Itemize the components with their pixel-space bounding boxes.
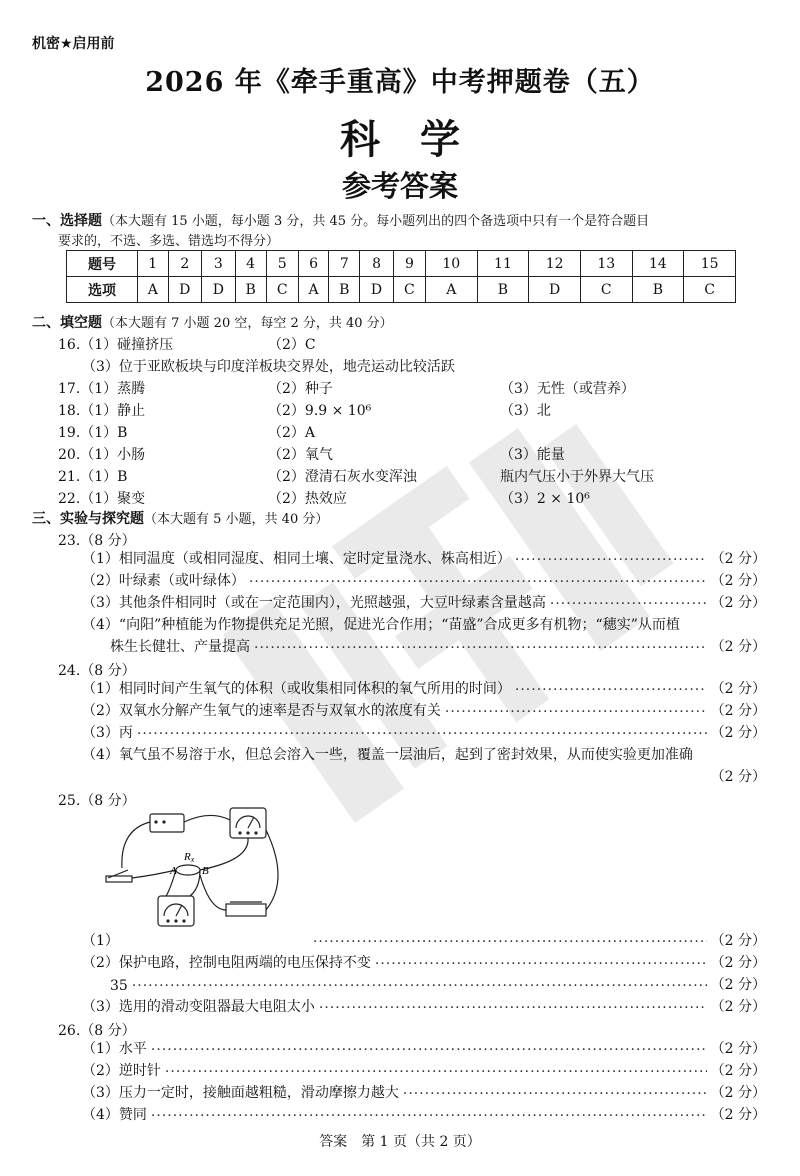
q20-answer-2: （2）氧气 — [268, 447, 333, 463]
q19-answer-1: 19.（1）B — [58, 425, 128, 441]
q18-answer-3: （3）北 — [500, 403, 551, 419]
table-cell: B — [477, 277, 529, 303]
section1-heading-line — [32, 210, 649, 230]
table-cell: 10 — [425, 251, 477, 277]
q25-answer-2b: 35 ····· （2 分） — [110, 974, 766, 994]
table-cell: C — [393, 277, 425, 303]
q25-answer-1: （1） ····· （2 分） — [82, 930, 766, 950]
table-cell: 7 — [329, 251, 360, 277]
table-cell: 2 — [168, 251, 202, 277]
q26-answer-3: （3）压力一定时，接触面越粗糙，滑动摩擦力越大 ····· （2 分） — [82, 1082, 766, 1102]
q17-answer-1: 17.（1）蒸腾 — [58, 381, 146, 397]
table-header-number: 题号 — [67, 251, 138, 277]
subject-title: 科学 — [340, 117, 500, 163]
q16-answer-1: 16.（1）碰撞挤压 — [58, 337, 174, 353]
answer-table — [66, 250, 736, 303]
table-cell: 14 — [632, 251, 684, 277]
table-cell: 12 — [529, 251, 581, 277]
q24-answer-2: （2）双氧水分解产生氧气的速率是否与双氧水的浓度有关 ····· （2 分） — [82, 700, 766, 720]
q24-answer-1: （1）相同时间产生氧气的体积（或收集相同体积的氧气所用的时间） ····· （2 分） — [82, 678, 766, 698]
table-cell: B — [329, 277, 360, 303]
resistor-icon — [176, 865, 200, 875]
q21-answer-1: 21.（1）B — [58, 469, 128, 485]
table-cell: C — [580, 277, 632, 303]
table-cell: B — [632, 277, 684, 303]
table-row-answers — [67, 277, 736, 303]
q21-answer-3: 瓶内气压小于外界大气压 — [500, 469, 654, 485]
q23-answer-4: （4）“向阳”种植能为作物提供充足光照，促进光合作用；“苗盛”合成更多有机物；“穗实”从而植 — [82, 617, 680, 633]
table-cell: D — [202, 277, 236, 303]
table-cell: D — [168, 277, 202, 303]
page-title: 2026 年《牵手重高》中考押题卷（五） — [145, 67, 655, 98]
section1-note: （本大题有 15 小题，每小题 3 分，共 45 分。每小题列出的四个备选项中只有一个是符合题目 — [102, 214, 650, 229]
q21-answer-2: （2）澄清石灰水变浑浊 — [268, 469, 417, 485]
table-cell: A — [298, 277, 329, 303]
q26-answer-4: （4）赞同 ····· （2 分） — [82, 1104, 766, 1124]
q24-label: 24.（8 分） — [58, 663, 136, 679]
q23-answer-4-cont: 株生长健壮、产量提高 ····· （2 分） — [110, 636, 766, 656]
q16-answer-2: （2）C — [268, 337, 316, 353]
table-header-answer: 选项 — [67, 277, 138, 303]
q26-answer-2: （2）逆时针 ····· （2 分） — [82, 1060, 766, 1080]
q20-answer-3: （3）能量 — [500, 447, 565, 463]
table-cell: 3 — [202, 251, 236, 277]
circuit-diagram — [100, 800, 320, 930]
terminal-b-label: B — [202, 865, 209, 877]
q16-answer-3: （3）位于亚欧板块与印度洋板块交界处，地壳运动比较活跃 — [82, 359, 455, 375]
table-cell: 13 — [580, 251, 632, 277]
table-row-numbers — [67, 251, 736, 277]
q24-answer-4: （4）氧气虽不易溶于水，但总会溶入一些，覆盖一层油后，起到了密封效果，从而使实验更加准确 — [82, 747, 693, 763]
table-cell: D — [529, 277, 581, 303]
q25-answer-2: （2）保护电路，控制电阻两端的电压保持不变 ····· （2 分） — [82, 952, 766, 972]
q17-answer-2: （2）种子 — [268, 381, 333, 397]
page-footer: 答案 第 1 页（共 2 页） — [319, 1134, 481, 1150]
section1-note-2: 要求的，不选、多选、错选均不得分） — [58, 234, 280, 249]
q23-answer-1: （1）相同温度（或相同湿度、相同土壤、定时定量浇水、株高相近） ····· （2 分） — [82, 548, 766, 568]
section1-heading: 一、选择题 — [32, 213, 102, 229]
section2-note: （本大题有 7 小题 20 空，每空 2 分，共 40 分） — [102, 316, 393, 331]
table-cell: 15 — [684, 251, 736, 277]
table-cell: 6 — [298, 251, 329, 277]
q18-answer-1: 18.（1）静止 — [58, 403, 146, 419]
section3-heading-line — [32, 508, 328, 528]
q26-label: 26.（8 分） — [58, 1023, 136, 1039]
q19-answer-2: （2）A — [268, 425, 316, 441]
q23-answer-2: （2）叶绿素（或叶绿体） ····· （2 分） — [82, 570, 766, 590]
q25-label: 25.（8 分） — [58, 793, 136, 809]
q26-answer-1: （1）水平 ····· （2 分） — [82, 1038, 766, 1058]
table-cell: 9 — [393, 251, 425, 277]
q20-answer-1: 20.（1）小肠 — [58, 447, 146, 463]
section2-heading-line — [32, 312, 393, 332]
table-cell: 4 — [235, 251, 266, 277]
q22-answer-3: （3）2 × 10⁶ — [500, 491, 590, 507]
table-cell: D — [360, 277, 394, 303]
switch-icon — [108, 870, 128, 878]
section3-note: （本大题有 5 小题，共 40 分） — [144, 512, 329, 527]
table-cell: A — [425, 277, 477, 303]
q22-answer-2: （2）热效应 — [268, 491, 347, 507]
table-cell: C — [266, 277, 298, 303]
q17-answer-3: （3）无性（或营养） — [500, 381, 635, 397]
section2-heading: 二、填空题 — [32, 315, 102, 331]
table-cell: 11 — [477, 251, 529, 277]
resistor-label: Rx — [184, 851, 195, 864]
q18-answer-2: （2）9.9 × 10⁶ — [268, 403, 372, 419]
q22-answer-1: 22.（1）聚变 — [58, 491, 146, 507]
table-cell: 5 — [266, 251, 298, 277]
rheostat-icon — [226, 904, 266, 916]
table-cell: C — [684, 277, 736, 303]
table-cell: B — [235, 277, 266, 303]
confidential-label: 机密★启用前 — [32, 36, 115, 52]
table-cell: 8 — [360, 251, 394, 277]
q23-answer-3: （3）其他条件相同时（或在一定范围内），光照越强，大豆叶绿素含量越高 ····· （2 分） — [82, 592, 766, 612]
terminal-a-label: A — [170, 865, 177, 877]
q23-label: 23.（8 分） — [58, 533, 136, 549]
table-cell: A — [138, 277, 169, 303]
q24-answer-3: （3）丙 ····· （2 分） — [82, 722, 766, 742]
q25-answer-3: （3）选用的滑动变阻器最大电阻太小 ····· （2 分） — [82, 996, 766, 1016]
answer-title: 参考答案 — [341, 169, 458, 203]
q24-answer-4-score: （2 分） — [710, 769, 766, 785]
table-cell: 1 — [138, 251, 169, 277]
section3-heading: 三、实验与探究题 — [32, 511, 144, 527]
